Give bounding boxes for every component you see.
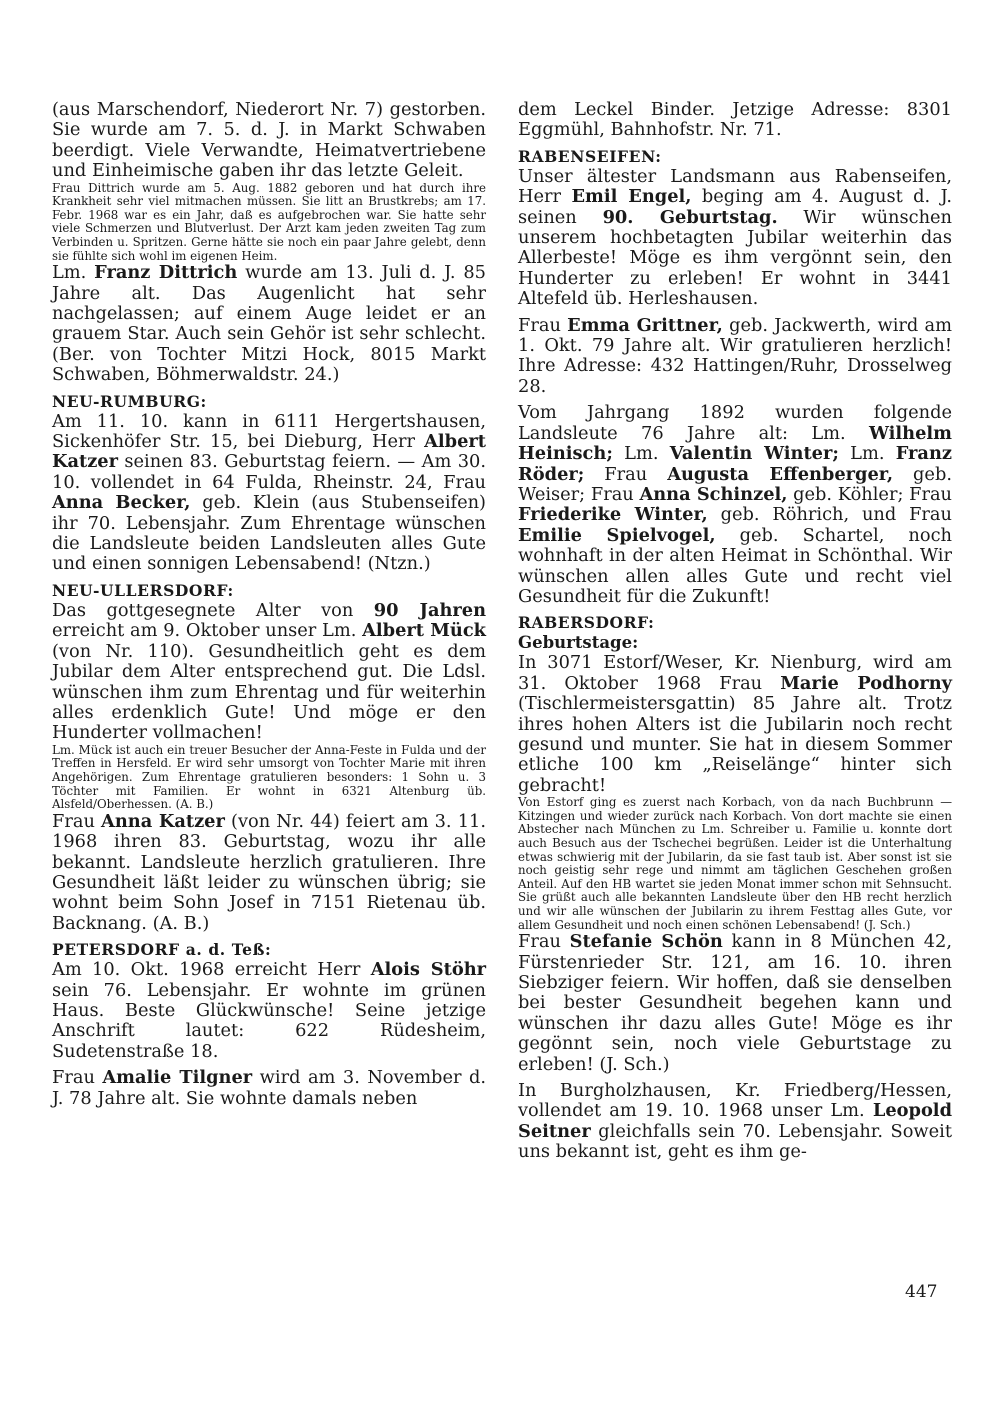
text-run: In Burgholzhausen, Kr. Friedberg/Hessen, vollendet am 19. 10. 1968 unser Lm.: [518, 1079, 952, 1122]
text-run: geb. Weiser; Frau: [518, 463, 952, 505]
text-run: Vom Jahrgang 1892 wurden folgende Landsleute 76 Jahre alt: Lm.: [518, 402, 952, 444]
note-paragraph: [52, 182, 486, 264]
article-paragraph: [518, 316, 952, 398]
text-run: beging am 4. August d. J. seinen: [518, 186, 952, 228]
text-run: Das gottgesegnete Alter von: [52, 599, 374, 621]
text-run: Von Estorf ging es zuerst nach Korbach, von da nach Buchbrunn — Kitzingen und wieder zurück nach Korbach. Von dort machte sie einen Abstecher nach München zu Lm. Schreiber u. Familie u. konnte dort auch Besuch aus der Tschechei begrüßen. Leider ist die Unterhaltung etwas schwierig mit der Jubilarin, da sie fast taub ist. Aber sonst ist sie noch geistig sehr rege und nimmt am täglichen Geschehen großen Anteil. Auf den HB wartet sie jeden Monat immer schon mit Sehnsucht. Sie grüßt auch alle bekannten Landsleute über den HB recht herzlich und wir alle wünschen der Jubilarin zu ihrem Festtag alles Gute, vor allem Gesundheit und noch einen schönen Lebensabend! (J. Sch.): [518, 795, 952, 932]
text-run: Unser ältester Landsmann aus Rabenseifen, Herr: [518, 165, 952, 208]
article-paragraph: [518, 1081, 952, 1163]
text-run: Lm. Mück ist auch ein treuer Besucher der Anna-Feste in Fulda und der Treffen in Hersfeld. Er wird sehr umsorgt von Tochter Marie mit ihren Angehörigen. Zum Ehrentage gratulieren besonders: 1 Sohn u. 3 Töchter mit Familien. Er wohnt in 6321 Altenburg üb. Alsfeld/Oberhessen. (A. B.): [52, 742, 486, 812]
section-subheading: Geburtstage:: [518, 633, 639, 653]
article-paragraph: [518, 403, 952, 607]
bold-name: Anna Katzer: [101, 810, 225, 832]
bold-name: Stefanie Schön: [569, 931, 723, 953]
text-run: Lm.: [838, 443, 896, 465]
bold-name: Franz Dittrich: [94, 262, 238, 284]
bold-name: Amalie Tilgner: [102, 1067, 253, 1089]
text-run: geb. Jackwerth, wird am 1. Okt. 79 Jahre alt. Wir gratulieren herzlich! Ihre Adresse: 432 Hattingen/Ruhr, Drosselweg 28.: [518, 314, 952, 397]
section-heading: NEU-RUMBURG:: [52, 391, 207, 411]
article-paragraph: [52, 412, 486, 575]
text-run: erreicht am 9. Oktober unser Lm.: [52, 620, 363, 642]
text-run: geb. Köhler; Frau: [787, 483, 953, 505]
note-paragraph: [518, 796, 952, 932]
text-run: Frau: [584, 463, 668, 485]
bold-name: Franz Röder;: [518, 443, 952, 485]
text-run: geb. Röhrich, und Frau: [707, 504, 952, 526]
text-run: wurde am 13. Juli d. J. 85 Jahre alt. Das Augenlicht hat sehr nachgelassen; auf einem Auge leidet er an grauem Star. Auch sein Gehör ist sehr schlecht. (Ber. von Tochter Mitzi Hock, 8015 Markt Schwaben, Böhmerwaldstr. 24.): [52, 262, 486, 386]
section-heading: RABENSEIFEN:: [518, 146, 662, 166]
bold-name: Anna Becker,: [52, 492, 191, 514]
article-paragraph: [518, 932, 952, 1075]
article-paragraph: [52, 263, 486, 385]
bold-name: Marie Podhorny: [780, 672, 953, 694]
section-heading: PETERSDORF a. d. Teß:: [52, 940, 272, 960]
right-column: [518, 100, 952, 1163]
bold-name: Valentin Winter;: [669, 443, 839, 465]
text-run: Am 11. 10. kann in 6111 Hergertshausen, Sickenhöfer Str. 15, bei Dieburg, Herr: [52, 410, 486, 453]
text-run: seinen 83. Geburtstag feiern. — Am 30. 10. vollendet in 64 Fulda, Rheinstr. 24, Frau: [52, 451, 486, 493]
text-run: Frau: [52, 1067, 103, 1089]
text-run: Lm.: [52, 262, 95, 284]
text-run: kann in 8 München 42, Fürstenrieder Str. 121, am 16. 10. ihren Siebziger feiern. Wir hoffen, daß sie denselben bei bester Gesundheit begehen kann und wünschen ihr dazu alles Gute! Möge es ihr gegönnt sein, noch viele Geburtstage zu erleben! (J. Sch.): [518, 931, 952, 1075]
text-run: Frau: [52, 810, 102, 832]
bold-name: Alois Stöhr: [370, 959, 486, 981]
bold-name: Emil Engel,: [571, 186, 692, 208]
text-run: Lm.: [612, 443, 670, 465]
section-heading: RABERSDORF:: [518, 613, 655, 633]
bold-name: Friederike Winter,: [518, 504, 708, 526]
bold-name: Anna Schinzel,: [639, 483, 788, 505]
section-heading: NEU-ULLERSDORF:: [52, 580, 234, 600]
text-run: Frau: [518, 314, 568, 336]
bold-name: Emma Grittner,: [567, 314, 723, 336]
bold-name: 90. Geburtstag.: [602, 206, 778, 228]
text-run: (von Nr. 44) feiert am 3. 11. 1968 ihren 83. Geburtstag, wozu ihr alle bekannt. Landsleute herzlich gratulieren. Ihre Gesundheit läßt leider zu wünschen übrig; sie wohnt beim Sohn Josef in 7151 Rietenau üb. Backnang. (A. B.): [52, 810, 486, 934]
text-run: Wir wünschen unserem hochbetagten Jubilar weiterhin das Allerbeste! Möge es ihm vergönnt sein, den Hunderter zu erleben! Er wohnt in 3441 Altefeld üb. Herleshausen.: [518, 206, 953, 310]
page-number: 447: [905, 1282, 938, 1302]
article-paragraph: [52, 601, 486, 744]
text-run: (von Nr. 110). Gesundheitlich geht es dem Jubilar dem Alter entsprechend gut. Die Ldsl. wünschen ihm zum Ehrentag und für weiterhin alles erdenklich Gute! Und möge er den Hunderter vollmachen!: [52, 640, 486, 744]
bold-name: Emilie Spielvogel,: [518, 524, 716, 546]
bold-name: Wilhelm Heinisch;: [518, 422, 952, 465]
text-run: gleichfalls sein 70. Lebensjahr. Soweit uns bekannt ist, geht es ihm ge-: [518, 1120, 952, 1163]
text-run: Frau Dittrich wurde am 5. Aug. 1882 geboren und hat durch ihre Krankheit sehr viel mitmachen müssen. Sie litt an Brustkrebs; am 17. Febr. 1968 war es ein Jahr, daß es aufgebrochen war. Sie hatte sehr viele Schmerzen und Blutverlust. Der Arzt kam jeden zweiten Tag zum Verbinden u. Spritzen. Gerne hätte sie noch ein paar Jahre gelebt, denn sie fühlte sich wohl im eigenen Heim.: [52, 180, 486, 263]
article-paragraph: [52, 812, 486, 934]
text-run: sein 76. Lebensjahr. Er wohnte im grünen Haus. Beste Glückwünsche! Seine jetzige Anschrift lautet: 622 Rüdesheim, Sudetenstraße 18.: [52, 979, 486, 1062]
bold-name: Albert Mück: [362, 620, 487, 642]
bold-name: Augusta Effenberger,: [667, 463, 894, 485]
bold-name: Leopold Seitner: [518, 1100, 952, 1142]
text-run: Am 10. Okt. 1968 erreicht Herr: [52, 959, 371, 981]
article-paragraph: [52, 100, 486, 182]
text-run: In 3071 Estorf/Weser, Kr. Nienburg, wird am 31. Oktober 1968 Frau: [518, 652, 952, 694]
text-run: dem Leckel Binder. Jetzige Adresse: 8301 Eggmühl, Bahnhofstr. Nr. 71.: [518, 99, 952, 141]
text-run: Frau: [518, 931, 570, 953]
text-run: (Tischlermeistersgattin) 85 Jahre alt. Trotz ihres hohen Alters ist die Jubilarin noch recht gesund und munter. Sie hat in diesem Sommer etliche 100 km „Reiselänge“ hinter sich gebracht!: [518, 693, 952, 796]
article-paragraph: [518, 100, 952, 141]
note-paragraph: [52, 744, 486, 812]
article-paragraph: [518, 167, 952, 310]
text-run: geb. Schartel, noch wohnhaft in der alten Heimat in Schönthal. Wir wünschen allen alles Gute und recht viel Gesundheit für die Zukunft!: [518, 524, 952, 607]
article-paragraph: [52, 1068, 486, 1109]
text-run: (aus Marschendorf, Niederort Nr. 7) gestorben. Sie wurde am 7. 5. d. J. in Markt Schwaben beerdigt. Viele Verwandte, Heimatvertriebene und Einheimische gaben ihr das letzte Geleit.: [52, 99, 486, 182]
article-paragraph: [518, 653, 952, 796]
left-column: [52, 100, 486, 1109]
bold-name: Albert Katzer: [52, 431, 486, 473]
article-paragraph: [52, 960, 486, 1062]
bold-name: 90 Jahren: [373, 599, 486, 621]
text-run: wird am 3. November d. J. 78 Jahre alt. Sie wohnte damals neben: [52, 1067, 486, 1109]
text-run: geb. Klein (aus Stubenseifen) ihr 70. Lebensjahr. Zum Ehrentage wünschen die Landsleute beiden Landsleuten alles Gute und einen sonnigen Lebensabend! (Ntzn.): [52, 492, 486, 575]
